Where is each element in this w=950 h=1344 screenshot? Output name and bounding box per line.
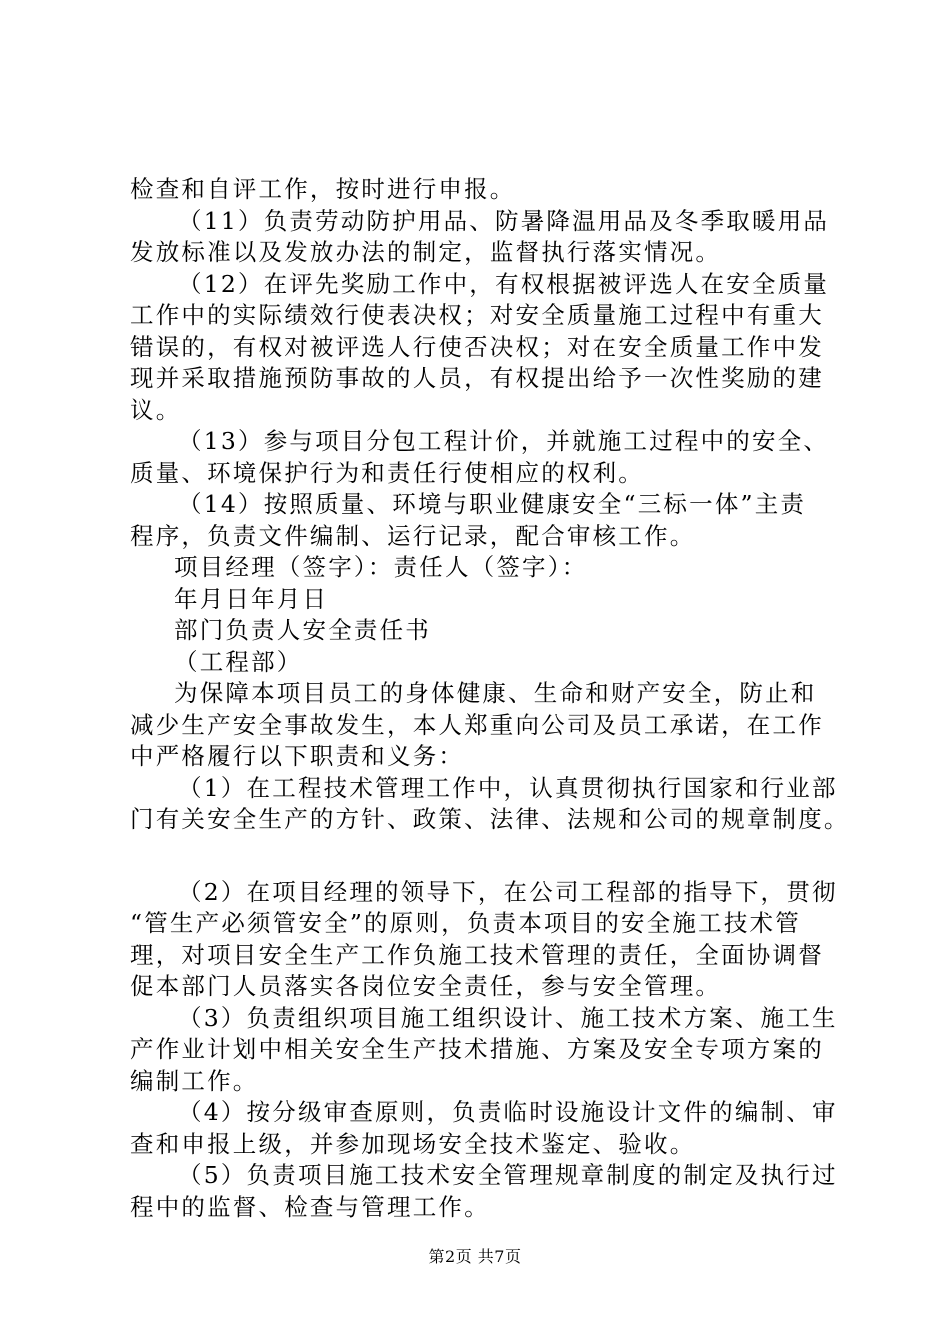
text-line: 议。 [130, 395, 182, 424]
paragraph-gap [130, 836, 840, 877]
page-number: 第2页 共7页 [428, 1247, 522, 1266]
text-line: 促本部门人员落实各岗位安全责任，参与安全管理。 [130, 972, 722, 1000]
text-line: 门有关安全生产的方针、政策、法律、法规和公司的规章制度。 [130, 805, 850, 833]
section-title: 部门负责人安全责任书 [174, 616, 431, 644]
text-line: （2）在项目经理的领导下，在公司工程部的指导下，贯彻 [178, 877, 838, 906]
text-line: （13）参与项目分包工程计价，并就施工过程中的安全、 [178, 427, 830, 455]
section-subtitle: （工程部） [174, 647, 303, 676]
text-line: （5）负责项目施工技术安全管理规章制度的制定及执行过 [178, 1161, 838, 1189]
text-line: 产作业计划中相关安全生产技术措施、方案及安全专项方案的 [130, 1035, 824, 1063]
text-line: （3）负责组织项目施工组织设计、施工技术方案、施工生 [178, 1003, 838, 1032]
text-line: 为保障本项目员工的身体健康、生命和财产安全，防止和 [174, 679, 817, 707]
text-line: 错误的，有权对被评选人行使否决权；对在安全质量工作中发 [130, 332, 824, 361]
date-line: 年月日年月日 [174, 584, 329, 613]
text-line: 质量、环境保护行为和责任行使相应的权利。 [130, 458, 644, 487]
text-line: 中严格履行以下职责和义务： [130, 742, 465, 770]
document-body [130, 174, 850, 1223]
text-line: 查和申报上级，并参加现场安全技术鉴定、验收。 [130, 1129, 696, 1158]
text-line: 检查和自评工作，按时进行申报。 [130, 175, 516, 203]
text-line: 理，对项目安全生产工作负施工技术管理的责任，全面协调督 [130, 940, 824, 969]
text-line: （12）在评先奖励工作中，有权根据被评选人在安全质量 [178, 269, 830, 298]
signature-line: 项目经理（签字）：责任人（签字）： [174, 553, 588, 581]
text-line: 发放标准以及发放办法的制定，监督执行落实情况。 [130, 238, 722, 266]
text-line: 编制工作。 [130, 1066, 259, 1095]
text-line: （11）负责劳动防护用品、防暑降温用品及冬季取暖用品 [178, 206, 830, 235]
text-line: （1）在工程技术管理工作中，认真贯彻执行国家和行业部 [178, 773, 838, 802]
text-line: （4）按分级审查原则，负责临时设施设计文件的编制、审 [178, 1098, 838, 1126]
text-line: 程序，负责文件编制、运行记录，配合审核工作。 [130, 521, 696, 550]
text-line: “管生产必须管安全”的原则，负责本项目的安全施工技术管 [130, 909, 801, 937]
text-line: 程中的监督、检查与管理工作。 [130, 1192, 490, 1221]
text-line: 现并采取措施预防事故的人员，有权提出给予一次性奖励的建 [130, 364, 824, 392]
text-line: （14）按照质量、环境与职业健康安全“三标一体”主责 [178, 490, 807, 518]
text-line: 减少生产安全事故发生，本人郑重向公司及员工承诺，在工作 [130, 710, 824, 739]
text-line: 工作中的实际绩效行使表决权；对安全质量施工过程中有重大 [130, 301, 824, 329]
